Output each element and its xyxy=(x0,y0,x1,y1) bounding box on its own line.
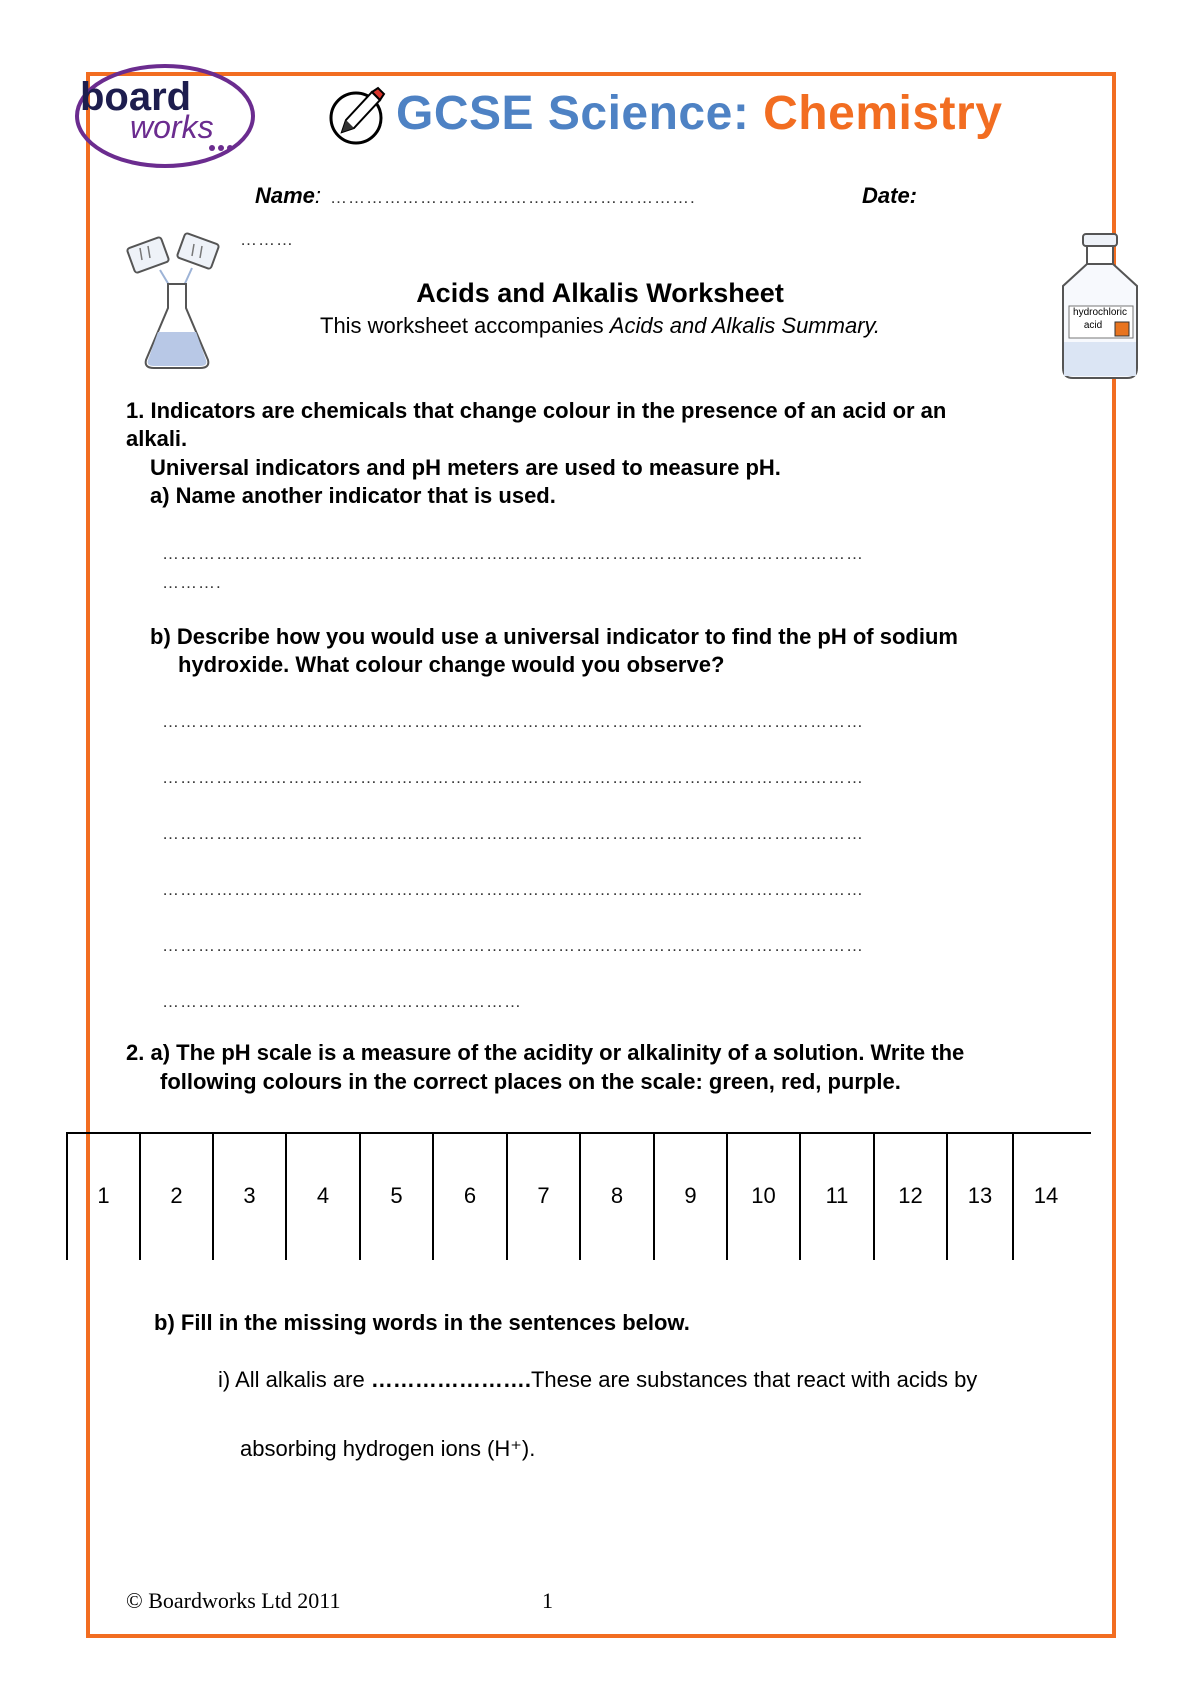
svg-text:board: board xyxy=(80,75,192,119)
q1b-answer-line-1[interactable]: ……………………………………………………………………………………………………… xyxy=(162,712,864,731)
bottle-label-line1: hydrochloric xyxy=(1073,307,1127,318)
q2b-question: b) Fill in the missing words in the sentences below. xyxy=(154,1310,690,1335)
ph-cell[interactable]: 3 xyxy=(212,1132,285,1260)
ph-scale xyxy=(66,1132,1091,1262)
footer-page-number: 1 xyxy=(542,1588,553,1613)
q2a-line1: 2. a) The pH scale is a measure of the acidity or alkalinity of a solution. Write the xyxy=(126,1040,965,1065)
ph-cell[interactable]: 11 xyxy=(799,1132,873,1260)
ph-cell[interactable]: 8 xyxy=(579,1132,653,1260)
q1-line3: Universal indicators and pH meters are used to measure pH. xyxy=(150,455,781,480)
q1a-question: a) Name another indicator that is used. xyxy=(150,483,556,508)
ph-cell[interactable]: 7 xyxy=(506,1132,579,1260)
name-field[interactable]: ……………………………………………………. xyxy=(330,188,696,207)
q1b-answer-line-3[interactable]: ……………………………………………………………………………………………………… xyxy=(162,824,864,843)
q1b-line1: b) Describe how you would use a universal indicator to find the pH of sodium xyxy=(150,624,958,649)
q1b-answer-line-4[interactable]: ……………………………………………………………………………………………………… xyxy=(162,880,864,899)
pencil-icon xyxy=(328,82,388,146)
q1a-answer-line-2[interactable]: ………. xyxy=(162,573,222,592)
q1b-answer-line-2[interactable]: ……………………………………………………………………………………………………… xyxy=(162,768,864,787)
q2b-i-line2: absorbing hydrogen ions (H⁺). xyxy=(240,1436,536,1461)
ph-cell[interactable]: 4 xyxy=(285,1132,359,1260)
q2b-i-blank[interactable]: …………………. xyxy=(370,1367,531,1392)
ph-cell[interactable]: 10 xyxy=(726,1132,799,1260)
page-title: GCSE Science: Chemistry xyxy=(396,87,1003,140)
q2a-line2: following colours in the correct places on the scale: green, red, purple. xyxy=(160,1069,901,1094)
q1b-line2: hydroxide. What colour change would you observe? xyxy=(178,652,725,677)
date-label: Date: xyxy=(862,183,918,208)
ph-cell[interactable]: 14 xyxy=(1012,1132,1078,1260)
bottle-label-line2: acid xyxy=(1083,320,1103,331)
worksheet-heading: Acids and Alkalis Worksheet xyxy=(416,278,784,308)
name-label: Name: xyxy=(255,183,322,208)
boardworks-logo xyxy=(70,58,260,174)
ph-cell[interactable]: 2 xyxy=(139,1132,212,1260)
q1a-answer-line-1[interactable]: ……………………………………………………………………………………………………… xyxy=(162,544,864,563)
ph-cell[interactable]: 13 xyxy=(946,1132,1012,1260)
q1-line1: 1. Indicators are chemicals that change colour in the presence of an acid or an xyxy=(126,398,947,423)
ph-cell[interactable]: 9 xyxy=(653,1132,726,1260)
ph-cell[interactable]: 5 xyxy=(359,1132,432,1260)
ph-cell[interactable]: 12 xyxy=(873,1132,946,1260)
worksheet-subtitle: This worksheet accompanies Acids and Alkalis Summary. xyxy=(320,313,880,338)
svg-text:works: works xyxy=(130,109,214,145)
q1-line2: alkali. xyxy=(126,426,188,451)
q2b-i-line1: i) All alkalis are ………………….These are substances that react with acids by xyxy=(218,1367,978,1392)
q1b-answer-line-5[interactable]: ……………………………………………………………………………………………………… xyxy=(162,936,864,955)
q1b-answer-line-6[interactable]: …………………………………………………… xyxy=(162,992,522,1011)
flask-pouring-icon xyxy=(120,232,240,372)
ph-cell[interactable]: 6 xyxy=(432,1132,506,1260)
footer-copyright: © Boardworks Ltd 2011 xyxy=(126,1588,341,1613)
date-field[interactable]: ……… xyxy=(240,230,294,249)
ph-cell[interactable]: 1 xyxy=(66,1132,139,1260)
